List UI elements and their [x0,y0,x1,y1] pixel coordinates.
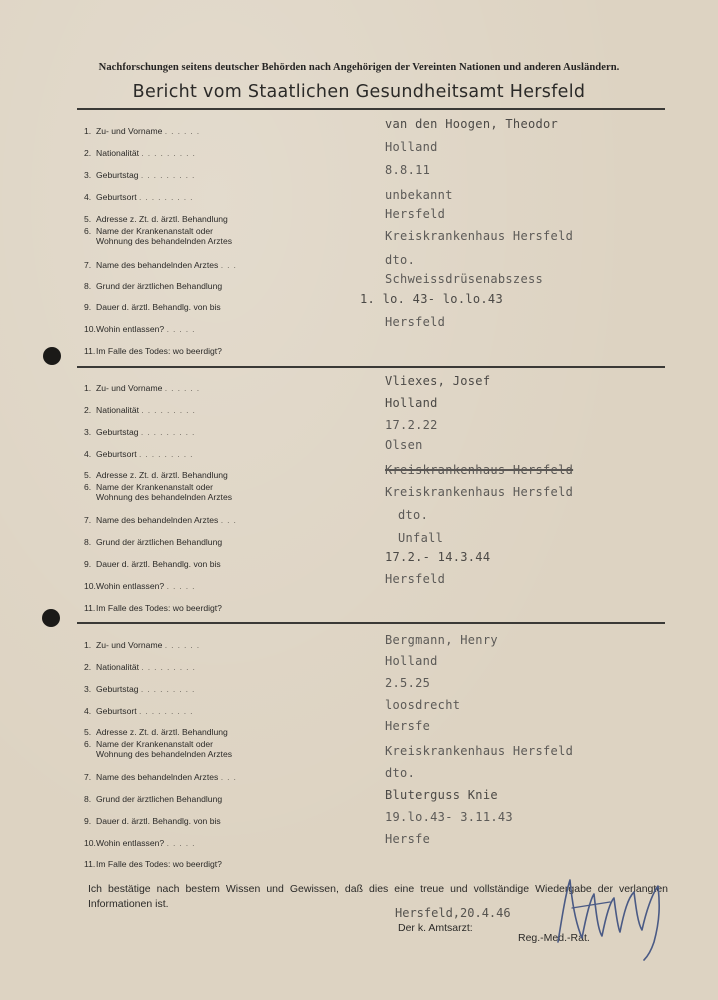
field-label: Wohnung des behandelnden Arztes [96,749,233,759]
field-label: 4. Geburtsort ......... [84,192,197,202]
value-nationality: Holland [385,140,438,154]
header-rule [77,108,665,110]
field-label: 10.Wohin entlassen? ..... [84,581,199,591]
value-doctor: dto. [385,766,416,780]
value-discharged: Hersfeld [385,572,446,586]
field-label: 6. Name der Krankenanstalt oder [84,482,214,492]
field-label: 4. Geburtsort ......... [84,449,197,459]
confirmation-statement: Ich bestätige nach bestem Wissen und Gewissen, daß dies eine treue und vollständige Wiedergabe der verlangten Informationen ist. [88,883,668,910]
field-label: 10.Wohin entlassen? ..... [84,838,199,848]
value-birthdate: 2.5.25 [385,676,431,690]
field-label: 10.Wohin entlassen? ..... [84,324,199,334]
field-label: 9. Dauer d. ärztl. Behandlg. von bis [84,559,221,569]
value-birthplace: Olsen [385,438,423,452]
field-label: 9. Dauer d. ärztl. Behandlg. von bis [84,302,221,312]
field-label: 8. Grund der ärztlichen Behandlung [84,794,223,804]
place-date-stamp: Hersfeld,20.4.46 [395,906,511,920]
field-label: 8. Grund der ärztlichen Behandlung [84,537,223,547]
value-discharged: Hersfeld [385,315,446,329]
value-address: Hersfeld [385,207,446,221]
field-label: 5. Adresse z. Zt. d. ärztl. Behandlung [84,727,228,737]
value-institution: Kreiskrankenhaus Hersfeld [385,744,574,758]
value-birthdate: 17.2.22 [385,418,438,432]
value-birthdate: 8.8.11 [385,163,431,177]
value-discharged: Hersfe [385,832,431,846]
value-birthplace: unbekannt [385,188,453,202]
field-label: 2. Nationalität ......... [84,662,199,672]
field-label: 1. Zu- und Vorname ...... [84,126,204,136]
field-label: 7. Name des behandelnden Arztes ... [84,772,240,782]
official-title: Reg.-Med.-Rat. [518,932,590,944]
value-doctor: dto. [398,508,429,522]
field-label: Wohnung des behandelnden Arztes [96,492,233,502]
field-label: 9. Dauer d. ärztl. Behandlg. von bis [84,816,221,826]
field-label: 11.Im Falle des Todes: wo beerdigt? [84,346,222,356]
value-reason: Unfall [398,531,444,545]
value-nationality: Holland [385,396,438,410]
value-institution: Kreiskrankenhaus Hersfeld [385,229,574,243]
section-rule [77,622,665,624]
value-address: Kreiskrankenhaus Hersfeld [385,463,574,477]
value-duration: 19.lo.43- 3.11.43 [385,810,513,824]
value-duration: 1. lo. 43- lo.lo.43 [360,292,503,306]
value-nationality: Holland [385,654,438,668]
field-label: 7. Name des behandelnden Arztes ... [84,260,240,270]
value-reason: Schweissdrüsenabszess [385,272,544,286]
field-label: 3. Geburtstag ......... [84,684,199,694]
official-label: Der k. Amtsarzt: [398,922,473,934]
field-label: 11.Im Falle des Todes: wo beerdigt? [84,859,222,869]
field-label: 2. Nationalität ......... [84,405,199,415]
field-label: 11.Im Falle des Todes: wo beerdigt? [84,603,222,613]
header-subtitle: Nachforschungen seitens deutscher Behörden nach Angehörigen der Vereinten Nationen und anderen Ausländern. [98,62,620,73]
field-label: 5. Adresse z. Zt. d. ärztl. Behandlung [84,214,228,224]
value-duration: 17.2.- 14.3.44 [385,550,491,564]
value-birthplace: loosdrecht [385,698,461,712]
field-label: 3. Geburtstag ......... [84,427,199,437]
field-label: 1. Zu- und Vorname ...... [84,383,204,393]
field-label: Wohnung des behandelnden Arztes [96,236,233,246]
header-title: Bericht vom Staatlichen Gesundheitsamt Hersfeld [132,82,586,102]
value-name: Bergmann, Henry [385,633,498,647]
signature [550,872,680,962]
field-label: 2. Nationalität ......... [84,148,199,158]
field-label: 7. Name des behandelnden Arztes ... [84,515,240,525]
punch-hole-bottom [42,609,60,627]
punch-hole-top [43,347,61,365]
section-rule [77,366,665,368]
value-name: Vliexes, Josef [385,374,491,388]
field-label: 4. Geburtsort ......... [84,706,197,716]
field-label: 8. Grund der ärztlichen Behandlung [84,281,223,291]
field-label: 6. Name der Krankenanstalt oder [84,739,214,749]
value-name: van den Hoogen, Theodor [385,117,559,131]
value-reason: Bluterguss Knie [385,788,498,802]
field-label: 1. Zu- und Vorname ...... [84,640,204,650]
value-institution: Kreiskrankenhaus Hersfeld [385,485,574,499]
value-doctor: dto. [385,253,416,267]
value-address: Hersfe [385,719,431,733]
field-label: 3. Geburtstag ......... [84,170,199,180]
field-label: 5. Adresse z. Zt. d. ärztl. Behandlung [84,470,228,480]
field-label: 6. Name der Krankenanstalt oder [84,226,214,236]
